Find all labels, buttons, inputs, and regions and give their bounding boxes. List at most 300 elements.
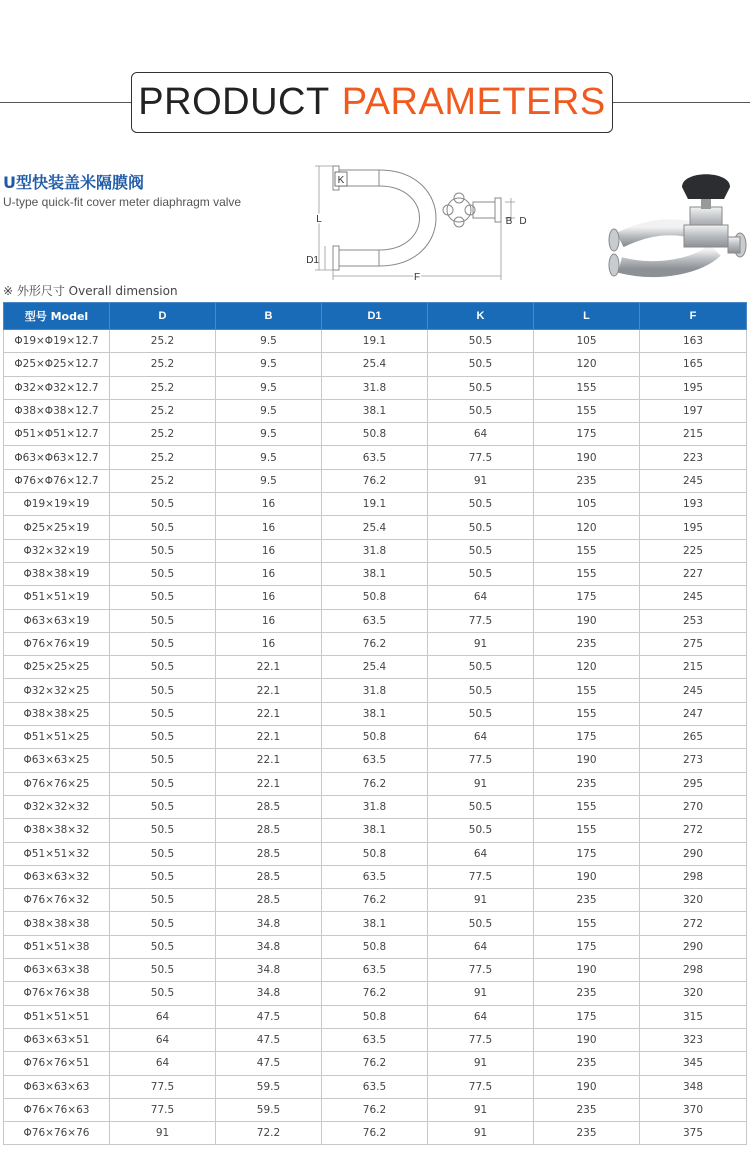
value-cell: 34.8 bbox=[216, 935, 322, 958]
model-cell: Φ63×Φ63×12.7 bbox=[4, 446, 110, 469]
model-cell: Φ63×63×19 bbox=[4, 609, 110, 632]
value-cell: 155 bbox=[534, 539, 640, 562]
value-cell: 253 bbox=[640, 609, 747, 632]
table-row bbox=[4, 1028, 747, 1051]
value-cell: 223 bbox=[640, 446, 747, 469]
table-row bbox=[4, 935, 747, 958]
value-cell: 91 bbox=[428, 632, 534, 655]
table-row bbox=[4, 423, 747, 446]
value-cell: 290 bbox=[640, 842, 747, 865]
value-cell: 235 bbox=[534, 772, 640, 795]
value-cell: 9.5 bbox=[216, 423, 322, 446]
value-cell: 38.1 bbox=[322, 562, 428, 585]
value-cell: 38.1 bbox=[322, 912, 428, 935]
value-cell: 155 bbox=[534, 795, 640, 818]
value-cell: 50.8 bbox=[322, 842, 428, 865]
value-cell: 50.5 bbox=[428, 795, 534, 818]
value-cell: 105 bbox=[534, 493, 640, 516]
value-cell: 50.5 bbox=[110, 935, 216, 958]
drawing-label-l: L bbox=[316, 214, 322, 225]
model-cell: Φ76×76×32 bbox=[4, 889, 110, 912]
model-cell: Φ51×51×38 bbox=[4, 935, 110, 958]
value-cell: 25.2 bbox=[110, 399, 216, 422]
value-cell: 50.5 bbox=[110, 912, 216, 935]
value-cell: 272 bbox=[640, 819, 747, 842]
value-cell: 50.5 bbox=[428, 493, 534, 516]
value-cell: 25.4 bbox=[322, 516, 428, 539]
model-cell: Φ25×25×19 bbox=[4, 516, 110, 539]
value-cell: 235 bbox=[534, 1122, 640, 1145]
value-cell: 235 bbox=[534, 1052, 640, 1075]
value-cell: 50.5 bbox=[428, 819, 534, 842]
value-cell: 19.1 bbox=[322, 493, 428, 516]
value-cell: 190 bbox=[534, 959, 640, 982]
value-cell: 190 bbox=[534, 865, 640, 888]
value-cell: 77.5 bbox=[110, 1098, 216, 1121]
value-cell: 155 bbox=[534, 376, 640, 399]
value-cell: 22.1 bbox=[216, 679, 322, 702]
table-row bbox=[4, 889, 747, 912]
table-row bbox=[4, 656, 747, 679]
value-cell: 76.2 bbox=[322, 982, 428, 1005]
banner-divider-right bbox=[613, 102, 750, 103]
value-cell: 370 bbox=[640, 1098, 747, 1121]
value-cell: 50.8 bbox=[322, 586, 428, 609]
value-cell: 298 bbox=[640, 865, 747, 888]
value-cell: 38.1 bbox=[322, 819, 428, 842]
product-photo bbox=[600, 165, 748, 280]
value-cell: 28.5 bbox=[216, 795, 322, 818]
model-cell: Φ38×38×32 bbox=[4, 819, 110, 842]
value-cell: 76.2 bbox=[322, 1122, 428, 1145]
value-cell: 31.8 bbox=[322, 679, 428, 702]
value-cell: 77.5 bbox=[428, 609, 534, 632]
model-cell: Φ63×63×32 bbox=[4, 865, 110, 888]
value-cell: 50.5 bbox=[428, 912, 534, 935]
value-cell: 270 bbox=[640, 795, 747, 818]
value-cell: 155 bbox=[534, 679, 640, 702]
table-row bbox=[4, 772, 747, 795]
model-cell: Φ63×63×38 bbox=[4, 959, 110, 982]
table-row bbox=[4, 539, 747, 562]
value-cell: 59.5 bbox=[216, 1098, 322, 1121]
value-cell: 64 bbox=[428, 423, 534, 446]
value-cell: 227 bbox=[640, 562, 747, 585]
value-cell: 175 bbox=[534, 726, 640, 749]
value-cell: 64 bbox=[428, 935, 534, 958]
column-header-k: K bbox=[428, 303, 534, 330]
value-cell: 19.1 bbox=[322, 330, 428, 353]
model-cell: Φ76×76×25 bbox=[4, 772, 110, 795]
column-header-d1: D1 bbox=[322, 303, 428, 330]
value-cell: 59.5 bbox=[216, 1075, 322, 1098]
value-cell: 275 bbox=[640, 632, 747, 655]
value-cell: 50.5 bbox=[110, 656, 216, 679]
value-cell: 63.5 bbox=[322, 959, 428, 982]
value-cell: 22.1 bbox=[216, 749, 322, 772]
value-cell: 272 bbox=[640, 912, 747, 935]
column-header-b: B bbox=[216, 303, 322, 330]
value-cell: 245 bbox=[640, 679, 747, 702]
value-cell: 273 bbox=[640, 749, 747, 772]
column-header-model: 型号 Model bbox=[4, 303, 110, 330]
value-cell: 91 bbox=[428, 1052, 534, 1075]
value-cell: 64 bbox=[110, 1005, 216, 1028]
model-cell: Φ38×Φ38×12.7 bbox=[4, 399, 110, 422]
value-cell: 247 bbox=[640, 702, 747, 725]
value-cell: 38.1 bbox=[322, 399, 428, 422]
value-cell: 72.2 bbox=[216, 1122, 322, 1145]
value-cell: 375 bbox=[640, 1122, 747, 1145]
value-cell: 265 bbox=[640, 726, 747, 749]
value-cell: 50.5 bbox=[110, 562, 216, 585]
value-cell: 120 bbox=[534, 353, 640, 376]
value-cell: 25.2 bbox=[110, 423, 216, 446]
value-cell: 34.8 bbox=[216, 982, 322, 1005]
table-row bbox=[4, 609, 747, 632]
value-cell: 50.5 bbox=[428, 562, 534, 585]
dimension-drawing bbox=[305, 160, 535, 282]
value-cell: 9.5 bbox=[216, 446, 322, 469]
value-cell: 50.5 bbox=[110, 795, 216, 818]
value-cell: 91 bbox=[428, 1098, 534, 1121]
value-cell: 16 bbox=[216, 516, 322, 539]
value-cell: 50.5 bbox=[110, 726, 216, 749]
model-cell: Φ38×38×38 bbox=[4, 912, 110, 935]
value-cell: 63.5 bbox=[322, 1028, 428, 1051]
table-row bbox=[4, 679, 747, 702]
model-cell: Φ63×63×25 bbox=[4, 749, 110, 772]
value-cell: 25.4 bbox=[322, 353, 428, 376]
model-cell: Φ51×51×19 bbox=[4, 586, 110, 609]
value-cell: 64 bbox=[428, 726, 534, 749]
value-cell: 320 bbox=[640, 982, 747, 1005]
value-cell: 25.2 bbox=[110, 469, 216, 492]
value-cell: 295 bbox=[640, 772, 747, 795]
model-cell: Φ19×19×19 bbox=[4, 493, 110, 516]
value-cell: 315 bbox=[640, 1005, 747, 1028]
value-cell: 50.5 bbox=[428, 516, 534, 539]
value-cell: 25.2 bbox=[110, 330, 216, 353]
value-cell: 120 bbox=[534, 656, 640, 679]
banner-word-product: PRODUCT bbox=[138, 81, 330, 123]
value-cell: 235 bbox=[534, 1098, 640, 1121]
value-cell: 215 bbox=[640, 656, 747, 679]
value-cell: 22.1 bbox=[216, 702, 322, 725]
value-cell: 245 bbox=[640, 469, 747, 492]
model-cell: Φ76×76×51 bbox=[4, 1052, 110, 1075]
value-cell: 348 bbox=[640, 1075, 747, 1098]
value-cell: 25.4 bbox=[322, 656, 428, 679]
value-cell: 195 bbox=[640, 376, 747, 399]
value-cell: 91 bbox=[110, 1122, 216, 1145]
value-cell: 9.5 bbox=[216, 469, 322, 492]
value-cell: 50.5 bbox=[428, 539, 534, 562]
value-cell: 190 bbox=[534, 1028, 640, 1051]
value-cell: 77.5 bbox=[428, 1075, 534, 1098]
value-cell: 323 bbox=[640, 1028, 747, 1051]
drawing-label-k: K bbox=[337, 175, 345, 186]
table-row bbox=[4, 1005, 747, 1028]
value-cell: 155 bbox=[534, 819, 640, 842]
value-cell: 50.5 bbox=[110, 959, 216, 982]
value-cell: 50.5 bbox=[428, 656, 534, 679]
table-row bbox=[4, 446, 747, 469]
column-header-f: F bbox=[640, 303, 747, 330]
value-cell: 63.5 bbox=[322, 609, 428, 632]
value-cell: 235 bbox=[534, 982, 640, 1005]
value-cell: 63.5 bbox=[322, 446, 428, 469]
value-cell: 31.8 bbox=[322, 795, 428, 818]
value-cell: 76.2 bbox=[322, 889, 428, 912]
value-cell: 175 bbox=[534, 423, 640, 446]
model-cell: Φ32×32×19 bbox=[4, 539, 110, 562]
table-row bbox=[4, 632, 747, 655]
value-cell: 16 bbox=[216, 562, 322, 585]
table-row bbox=[4, 1122, 747, 1145]
model-cell: Φ76×76×63 bbox=[4, 1098, 110, 1121]
value-cell: 16 bbox=[216, 586, 322, 609]
value-cell: 175 bbox=[534, 1005, 640, 1028]
value-cell: 155 bbox=[534, 399, 640, 422]
model-cell: Φ32×32×32 bbox=[4, 795, 110, 818]
table-row bbox=[4, 749, 747, 772]
value-cell: 50.5 bbox=[110, 586, 216, 609]
table-row bbox=[4, 842, 747, 865]
value-cell: 50.5 bbox=[110, 819, 216, 842]
table-row bbox=[4, 1098, 747, 1121]
value-cell: 16 bbox=[216, 539, 322, 562]
value-cell: 16 bbox=[216, 609, 322, 632]
value-cell: 175 bbox=[534, 842, 640, 865]
value-cell: 190 bbox=[534, 1075, 640, 1098]
dimension-note: ※ 外形尺寸 Overall dimension bbox=[3, 284, 178, 298]
value-cell: 47.5 bbox=[216, 1005, 322, 1028]
value-cell: 91 bbox=[428, 469, 534, 492]
table-row bbox=[4, 726, 747, 749]
table-row bbox=[4, 865, 747, 888]
banner-word-parameters: PARAMETERS bbox=[341, 81, 606, 123]
value-cell: 9.5 bbox=[216, 353, 322, 376]
value-cell: 25.2 bbox=[110, 353, 216, 376]
value-cell: 50.5 bbox=[428, 353, 534, 376]
value-cell: 235 bbox=[534, 469, 640, 492]
value-cell: 64 bbox=[110, 1052, 216, 1075]
page-banner bbox=[131, 72, 613, 133]
value-cell: 50.8 bbox=[322, 935, 428, 958]
table-row bbox=[4, 493, 747, 516]
value-cell: 91 bbox=[428, 982, 534, 1005]
value-cell: 50.5 bbox=[110, 865, 216, 888]
value-cell: 195 bbox=[640, 516, 747, 539]
value-cell: 50.5 bbox=[110, 679, 216, 702]
value-cell: 50.5 bbox=[110, 493, 216, 516]
banner-divider-left bbox=[0, 102, 131, 103]
value-cell: 64 bbox=[428, 842, 534, 865]
value-cell: 50.5 bbox=[110, 632, 216, 655]
value-cell: 193 bbox=[640, 493, 747, 516]
parameter-table bbox=[3, 302, 747, 1145]
product-title-en: U-type quick-fit cover meter diaphragm valve bbox=[3, 195, 242, 209]
table-row bbox=[4, 702, 747, 725]
model-cell: Φ51×51×51 bbox=[4, 1005, 110, 1028]
value-cell: 77.5 bbox=[428, 959, 534, 982]
value-cell: 50.5 bbox=[110, 842, 216, 865]
value-cell: 50.5 bbox=[110, 539, 216, 562]
value-cell: 50.5 bbox=[428, 330, 534, 353]
value-cell: 77.5 bbox=[428, 865, 534, 888]
drawing-label-f: F bbox=[413, 272, 421, 282]
value-cell: 16 bbox=[216, 493, 322, 516]
value-cell: 197 bbox=[640, 399, 747, 422]
value-cell: 38.1 bbox=[322, 702, 428, 725]
value-cell: 320 bbox=[640, 889, 747, 912]
value-cell: 50.8 bbox=[322, 1005, 428, 1028]
value-cell: 31.8 bbox=[322, 376, 428, 399]
value-cell: 47.5 bbox=[216, 1052, 322, 1075]
value-cell: 34.8 bbox=[216, 959, 322, 982]
model-cell: Φ51×51×32 bbox=[4, 842, 110, 865]
value-cell: 28.5 bbox=[216, 865, 322, 888]
value-cell: 77.5 bbox=[110, 1075, 216, 1098]
column-header-d: D bbox=[110, 303, 216, 330]
model-cell: Φ25×Φ25×12.7 bbox=[4, 353, 110, 376]
table-row bbox=[4, 819, 747, 842]
value-cell: 190 bbox=[534, 749, 640, 772]
value-cell: 155 bbox=[534, 562, 640, 585]
value-cell: 345 bbox=[640, 1052, 747, 1075]
value-cell: 91 bbox=[428, 772, 534, 795]
value-cell: 31.8 bbox=[322, 539, 428, 562]
value-cell: 22.1 bbox=[216, 772, 322, 795]
value-cell: 76.2 bbox=[322, 632, 428, 655]
value-cell: 175 bbox=[534, 935, 640, 958]
value-cell: 77.5 bbox=[428, 446, 534, 469]
table-row bbox=[4, 912, 747, 935]
value-cell: 77.5 bbox=[428, 749, 534, 772]
model-cell: Φ38×38×19 bbox=[4, 562, 110, 585]
value-cell: 50.5 bbox=[428, 702, 534, 725]
value-cell: 9.5 bbox=[216, 330, 322, 353]
drawing-label-d1: D1 bbox=[306, 255, 319, 266]
table-row bbox=[4, 982, 747, 1005]
value-cell: 64 bbox=[110, 1028, 216, 1051]
value-cell: 50.5 bbox=[428, 399, 534, 422]
value-cell: 215 bbox=[640, 423, 747, 446]
value-cell: 25.2 bbox=[110, 446, 216, 469]
value-cell: 50.5 bbox=[110, 749, 216, 772]
value-cell: 50.5 bbox=[428, 376, 534, 399]
model-cell: Φ51×51×25 bbox=[4, 726, 110, 749]
value-cell: 28.5 bbox=[216, 889, 322, 912]
value-cell: 175 bbox=[534, 586, 640, 609]
model-cell: Φ25×25×25 bbox=[4, 656, 110, 679]
value-cell: 28.5 bbox=[216, 819, 322, 842]
table-row bbox=[4, 353, 747, 376]
value-cell: 91 bbox=[428, 1122, 534, 1145]
table-row bbox=[4, 516, 747, 539]
value-cell: 76.2 bbox=[322, 772, 428, 795]
model-cell: Φ76×76×38 bbox=[4, 982, 110, 1005]
value-cell: 91 bbox=[428, 889, 534, 912]
table-row bbox=[4, 469, 747, 492]
table-row bbox=[4, 1075, 747, 1098]
model-cell: Φ32×Φ32×12.7 bbox=[4, 376, 110, 399]
value-cell: 76.2 bbox=[322, 469, 428, 492]
model-cell: Φ51×Φ51×12.7 bbox=[4, 423, 110, 446]
value-cell: 28.5 bbox=[216, 842, 322, 865]
value-cell: 50.5 bbox=[110, 889, 216, 912]
model-cell: Φ32×32×25 bbox=[4, 679, 110, 702]
table-row bbox=[4, 399, 747, 422]
drawing-label-b: B bbox=[505, 216, 513, 227]
value-cell: 50.5 bbox=[110, 609, 216, 632]
value-cell: 290 bbox=[640, 935, 747, 958]
value-cell: 50.5 bbox=[110, 772, 216, 795]
value-cell: 163 bbox=[640, 330, 747, 353]
value-cell: 76.2 bbox=[322, 1098, 428, 1121]
model-cell: Φ76×Φ76×12.7 bbox=[4, 469, 110, 492]
table-row bbox=[4, 586, 747, 609]
value-cell: 9.5 bbox=[216, 376, 322, 399]
value-cell: 50.8 bbox=[322, 726, 428, 749]
model-cell: Φ38×38×25 bbox=[4, 702, 110, 725]
table-row bbox=[4, 330, 747, 353]
value-cell: 76.2 bbox=[322, 1052, 428, 1075]
model-cell: Φ63×63×51 bbox=[4, 1028, 110, 1051]
table-row bbox=[4, 959, 747, 982]
model-cell: Φ19×Φ19×12.7 bbox=[4, 330, 110, 353]
value-cell: 63.5 bbox=[322, 865, 428, 888]
value-cell: 64 bbox=[428, 586, 534, 609]
value-cell: 235 bbox=[534, 889, 640, 912]
value-cell: 190 bbox=[534, 609, 640, 632]
table-row bbox=[4, 795, 747, 818]
value-cell: 50.5 bbox=[428, 679, 534, 702]
value-cell: 50.5 bbox=[110, 702, 216, 725]
value-cell: 298 bbox=[640, 959, 747, 982]
value-cell: 16 bbox=[216, 632, 322, 655]
value-cell: 63.5 bbox=[322, 1075, 428, 1098]
value-cell: 155 bbox=[534, 702, 640, 725]
table-header-row bbox=[4, 303, 747, 330]
value-cell: 22.1 bbox=[216, 656, 322, 679]
value-cell: 105 bbox=[534, 330, 640, 353]
value-cell: 25.2 bbox=[110, 376, 216, 399]
value-cell: 50.8 bbox=[322, 423, 428, 446]
value-cell: 63.5 bbox=[322, 749, 428, 772]
value-cell: 9.5 bbox=[216, 399, 322, 422]
model-cell: Φ76×76×19 bbox=[4, 632, 110, 655]
value-cell: 190 bbox=[534, 446, 640, 469]
value-cell: 245 bbox=[640, 586, 747, 609]
value-cell: 64 bbox=[428, 1005, 534, 1028]
value-cell: 47.5 bbox=[216, 1028, 322, 1051]
product-title-cn: U型快装盖米隔膜阀 bbox=[3, 173, 144, 192]
drawing-label-d: D bbox=[519, 216, 527, 227]
value-cell: 120 bbox=[534, 516, 640, 539]
value-cell: 77.5 bbox=[428, 1028, 534, 1051]
value-cell: 50.5 bbox=[110, 982, 216, 1005]
value-cell: 50.5 bbox=[110, 516, 216, 539]
model-cell: Φ63×63×63 bbox=[4, 1075, 110, 1098]
column-header-l: L bbox=[534, 303, 640, 330]
value-cell: 165 bbox=[640, 353, 747, 376]
value-cell: 225 bbox=[640, 539, 747, 562]
model-cell: Φ76×76×76 bbox=[4, 1122, 110, 1145]
table-row bbox=[4, 1052, 747, 1075]
table-row bbox=[4, 376, 747, 399]
